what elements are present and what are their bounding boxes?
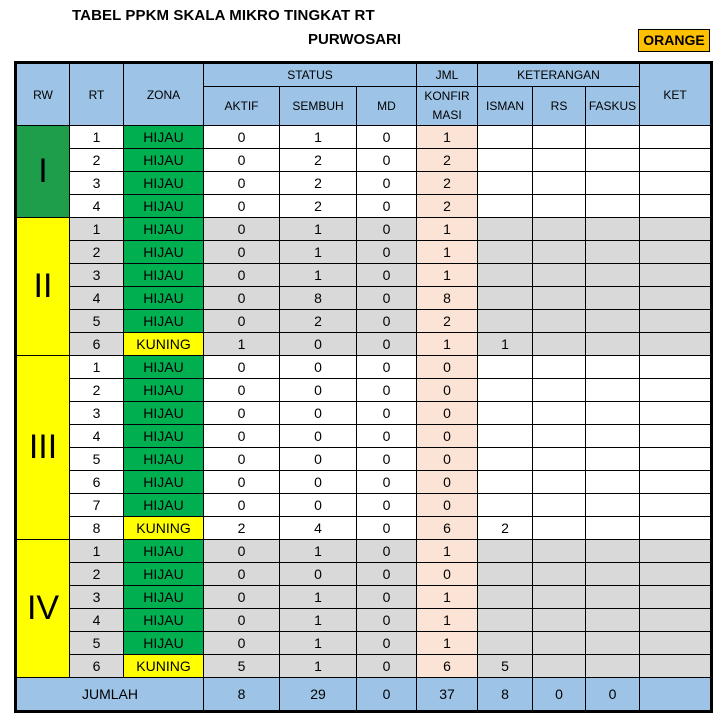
aktif-cell: 0 [204,287,280,310]
table-body [17,126,711,678]
table-row [17,310,711,333]
footer-konfirmasi: 37 [417,678,478,711]
rt-cell: 3 [70,402,124,425]
isman-cell [478,494,533,517]
footer-sembuh: 29 [280,678,357,711]
md-cell: 0 [357,379,417,402]
rs-cell [533,448,586,471]
sembuh-cell: 4 [280,517,357,540]
aktif-cell: 0 [204,586,280,609]
ket-cell [640,310,711,333]
sembuh-cell: 1 [280,609,357,632]
rt-cell: 1 [70,540,124,563]
zona-cell: HIJAU [124,494,204,517]
table-footer [17,678,711,711]
sembuh-cell: 1 [280,632,357,655]
rt-cell: 2 [70,149,124,172]
md-cell: 0 [357,609,417,632]
table-row [17,609,711,632]
md-cell: 0 [357,655,417,678]
zona-cell: HIJAU [124,241,204,264]
zona-cell: HIJAU [124,402,204,425]
aktif-cell: 0 [204,241,280,264]
konfirmasi-cell: 1 [417,333,478,356]
rt-cell: 8 [70,517,124,540]
rt-cell: 2 [70,563,124,586]
isman-cell: 5 [478,655,533,678]
zona-cell: HIJAU [124,149,204,172]
header-jml: JML [417,64,478,87]
aktif-cell: 5 [204,655,280,678]
zona-cell: HIJAU [124,195,204,218]
rt-cell: 1 [70,356,124,379]
faskus-cell [586,356,640,379]
zona-cell: KUNING [124,655,204,678]
rt-cell: 2 [70,241,124,264]
rs-cell [533,494,586,517]
sembuh-cell: 0 [280,448,357,471]
konfirmasi-cell: 1 [417,632,478,655]
zona-cell: HIJAU [124,218,204,241]
rs-cell [533,632,586,655]
konfirmasi-cell: 0 [417,379,478,402]
rs-cell [533,218,586,241]
rw-label: III [17,356,70,540]
aktif-cell: 0 [204,471,280,494]
table-row [17,517,711,540]
ket-cell [640,126,711,149]
faskus-cell [586,195,640,218]
header-status: STATUS [204,64,417,87]
faskus-cell [586,425,640,448]
konfirmasi-cell: 2 [417,195,478,218]
rt-cell: 2 [70,379,124,402]
table-row [17,379,711,402]
rs-cell [533,310,586,333]
md-cell: 0 [357,310,417,333]
rt-cell: 3 [70,264,124,287]
sembuh-cell: 0 [280,402,357,425]
rt-cell: 1 [70,218,124,241]
ket-cell [640,563,711,586]
isman-cell [478,586,533,609]
rt-cell: 6 [70,333,124,356]
isman-cell [478,425,533,448]
aktif-cell: 0 [204,264,280,287]
rt-cell: 6 [70,655,124,678]
table-row [17,471,711,494]
aktif-cell: 0 [204,425,280,448]
aktif-cell: 0 [204,356,280,379]
rs-cell [533,471,586,494]
rt-cell: 5 [70,310,124,333]
sembuh-cell: 0 [280,333,357,356]
faskus-cell [586,264,640,287]
rs-cell [533,333,586,356]
footer-label: JUMLAH [17,678,204,711]
sembuh-cell: 2 [280,172,357,195]
rs-cell [533,172,586,195]
rt-cell: 5 [70,632,124,655]
md-cell: 0 [357,448,417,471]
zona-cell: HIJAU [124,310,204,333]
faskus-cell [586,402,640,425]
table-row [17,333,711,356]
sembuh-cell: 2 [280,149,357,172]
aktif-cell: 2 [204,517,280,540]
rs-cell [533,540,586,563]
zona-cell: HIJAU [124,632,204,655]
md-cell: 0 [357,402,417,425]
aktif-cell: 0 [204,609,280,632]
ppkm-table [16,63,711,711]
rw-label: II [17,218,70,356]
ket-cell [640,333,711,356]
table-row [17,632,711,655]
aktif-cell: 0 [204,540,280,563]
konfirmasi-cell: 0 [417,471,478,494]
rt-cell: 4 [70,195,124,218]
zona-cell: HIJAU [124,471,204,494]
table-row [17,448,711,471]
header-zona: ZONA [124,64,204,126]
header-ket: KET [640,64,711,126]
konfirmasi-cell: 6 [417,655,478,678]
table-row [17,195,711,218]
isman-cell [478,402,533,425]
faskus-cell [586,632,640,655]
header-aktif: AKTIF [204,87,280,126]
rs-cell [533,517,586,540]
md-cell: 0 [357,494,417,517]
md-cell: 0 [357,264,417,287]
md-cell: 0 [357,540,417,563]
rt-cell: 7 [70,494,124,517]
ket-cell [640,356,711,379]
isman-cell: 2 [478,517,533,540]
ket-cell [640,632,711,655]
ket-cell [640,471,711,494]
isman-cell: 1 [478,333,533,356]
rt-cell: 5 [70,448,124,471]
aktif-cell: 0 [204,448,280,471]
table-row [17,149,711,172]
page-title: TABEL PPKM SKALA MIKRO TINGKAT RT [72,7,375,24]
rs-cell [533,195,586,218]
footer-faskus: 0 [586,678,640,711]
rt-cell: 4 [70,287,124,310]
rs-cell [533,264,586,287]
sembuh-cell: 0 [280,425,357,448]
isman-cell [478,609,533,632]
faskus-cell [586,471,640,494]
ket-cell [640,149,711,172]
konfirmasi-cell: 1 [417,218,478,241]
md-cell: 0 [357,586,417,609]
header-konfirmasi: KONFIR MASI [417,87,478,126]
rs-cell [533,149,586,172]
konfirmasi-cell: 1 [417,609,478,632]
ket-cell [640,425,711,448]
isman-cell [478,195,533,218]
rw-label: IV [17,540,70,678]
zona-cell: HIJAU [124,264,204,287]
header-md: MD [357,87,417,126]
table-row [17,494,711,517]
sembuh-cell: 8 [280,287,357,310]
md-cell: 0 [357,356,417,379]
header-keterangan: KETERANGAN [478,64,640,87]
sembuh-cell: 0 [280,379,357,402]
sembuh-cell: 1 [280,241,357,264]
konfirmasi-cell: 0 [417,356,478,379]
table-row [17,586,711,609]
ket-cell [640,586,711,609]
aktif-cell: 0 [204,494,280,517]
faskus-cell [586,379,640,402]
md-cell: 0 [357,632,417,655]
header-rt: RT [70,64,124,126]
md-cell: 0 [357,333,417,356]
sembuh-cell: 1 [280,586,357,609]
faskus-cell [586,310,640,333]
aktif-cell: 1 [204,333,280,356]
ket-cell [640,517,711,540]
ket-cell [640,540,711,563]
table-row [17,287,711,310]
aktif-cell: 0 [204,310,280,333]
sembuh-cell: 0 [280,356,357,379]
ket-cell [640,448,711,471]
aktif-cell: 0 [204,563,280,586]
ket-cell [640,241,711,264]
footer-aktif: 8 [204,678,280,711]
konfirmasi-cell: 6 [417,517,478,540]
isman-cell [478,379,533,402]
faskus-cell [586,172,640,195]
faskus-cell [586,655,640,678]
faskus-cell [586,287,640,310]
footer-ket [640,678,711,711]
isman-cell [478,149,533,172]
rs-cell [533,586,586,609]
konfirmasi-cell: 2 [417,172,478,195]
table-row [17,356,711,379]
konfirmasi-cell: 0 [417,402,478,425]
zona-cell: HIJAU [124,448,204,471]
rt-cell: 1 [70,126,124,149]
konfirmasi-cell: 1 [417,126,478,149]
rt-cell: 4 [70,609,124,632]
table-row [17,241,711,264]
table-row [17,218,711,241]
md-cell: 0 [357,195,417,218]
isman-cell [478,172,533,195]
isman-cell [478,563,533,586]
zona-cell: HIJAU [124,609,204,632]
rs-cell [533,126,586,149]
md-cell: 0 [357,287,417,310]
table-row [17,425,711,448]
isman-cell [478,471,533,494]
page-subtitle: PURWOSARI [308,31,402,48]
konfirmasi-cell: 1 [417,264,478,287]
zona-cell: KUNING [124,333,204,356]
rs-cell [533,655,586,678]
table-row [17,655,711,678]
md-cell: 0 [357,149,417,172]
konfirmasi-cell: 2 [417,310,478,333]
header-sembuh: SEMBUH [280,87,357,126]
table-row [17,126,711,149]
header-isman: ISMAN [478,87,533,126]
md-cell: 0 [357,471,417,494]
ket-cell [640,402,711,425]
faskus-cell [586,149,640,172]
sembuh-cell: 1 [280,540,357,563]
md-cell: 0 [357,126,417,149]
zona-cell: HIJAU [124,586,204,609]
aktif-cell: 0 [204,402,280,425]
faskus-cell [586,218,640,241]
sembuh-cell: 0 [280,563,357,586]
ket-cell [640,218,711,241]
footer-md: 0 [357,678,417,711]
zona-cell: HIJAU [124,172,204,195]
konfirmasi-cell: 8 [417,287,478,310]
rs-cell [533,287,586,310]
sembuh-cell: 0 [280,471,357,494]
sembuh-cell: 2 [280,310,357,333]
table-header [17,64,711,126]
footer-isman: 8 [478,678,533,711]
isman-cell [478,632,533,655]
faskus-cell [586,540,640,563]
rw-label: I [17,126,70,218]
konfirmasi-cell: 0 [417,494,478,517]
zona-cell: HIJAU [124,287,204,310]
faskus-cell [586,241,640,264]
table-row [17,563,711,586]
rs-cell [533,609,586,632]
table-row [17,172,711,195]
header-rw: RW [17,64,70,126]
rs-cell [533,402,586,425]
ket-cell [640,655,711,678]
table-row [17,264,711,287]
footer-rs: 0 [533,678,586,711]
md-cell: 0 [357,425,417,448]
konfirmasi-cell: 1 [417,586,478,609]
faskus-cell [586,494,640,517]
zona-cell: HIJAU [124,425,204,448]
isman-cell [478,241,533,264]
isman-cell [478,356,533,379]
aktif-cell: 0 [204,149,280,172]
ket-cell [640,172,711,195]
aktif-cell: 0 [204,126,280,149]
zona-cell: HIJAU [124,563,204,586]
rs-cell [533,241,586,264]
md-cell: 0 [357,241,417,264]
zone-status-badge: ORANGE [638,29,710,52]
aktif-cell: 0 [204,218,280,241]
rt-cell: 3 [70,172,124,195]
zona-cell: KUNING [124,517,204,540]
aktif-cell: 0 [204,172,280,195]
zona-cell: HIJAU [124,379,204,402]
ket-cell [640,195,711,218]
sembuh-cell: 2 [280,195,357,218]
zona-cell: HIJAU [124,126,204,149]
isman-cell [478,218,533,241]
ket-cell [640,609,711,632]
table-row [17,402,711,425]
rs-cell [533,379,586,402]
aktif-cell: 0 [204,379,280,402]
sembuh-cell: 0 [280,494,357,517]
ket-cell [640,494,711,517]
konfirmasi-cell: 1 [417,241,478,264]
md-cell: 0 [357,517,417,540]
isman-cell [478,448,533,471]
faskus-cell [586,563,640,586]
zona-cell: HIJAU [124,540,204,563]
md-cell: 0 [357,218,417,241]
header-faskus: FASKUS [586,87,640,126]
konfirmasi-cell: 1 [417,540,478,563]
ket-cell [640,379,711,402]
header-rs: RS [533,87,586,126]
konfirmasi-cell: 0 [417,563,478,586]
aktif-cell: 0 [204,195,280,218]
konfirmasi-cell: 0 [417,448,478,471]
isman-cell [478,540,533,563]
table-row [17,540,711,563]
rt-cell: 3 [70,586,124,609]
faskus-cell [586,517,640,540]
rs-cell [533,356,586,379]
isman-cell [478,264,533,287]
sembuh-cell: 1 [280,218,357,241]
rs-cell [533,425,586,448]
md-cell: 0 [357,563,417,586]
faskus-cell [586,448,640,471]
rt-cell: 6 [70,471,124,494]
faskus-cell [586,126,640,149]
konfirmasi-cell: 0 [417,425,478,448]
faskus-cell [586,333,640,356]
isman-cell [478,126,533,149]
sembuh-cell: 1 [280,264,357,287]
konfirmasi-cell: 2 [417,149,478,172]
ket-cell [640,287,711,310]
faskus-cell [586,586,640,609]
rt-cell: 4 [70,425,124,448]
ket-cell [640,264,711,287]
aktif-cell: 0 [204,632,280,655]
sembuh-cell: 1 [280,655,357,678]
isman-cell [478,287,533,310]
sembuh-cell: 1 [280,126,357,149]
faskus-cell [586,609,640,632]
zona-cell: HIJAU [124,356,204,379]
md-cell: 0 [357,172,417,195]
rs-cell [533,563,586,586]
isman-cell [478,310,533,333]
